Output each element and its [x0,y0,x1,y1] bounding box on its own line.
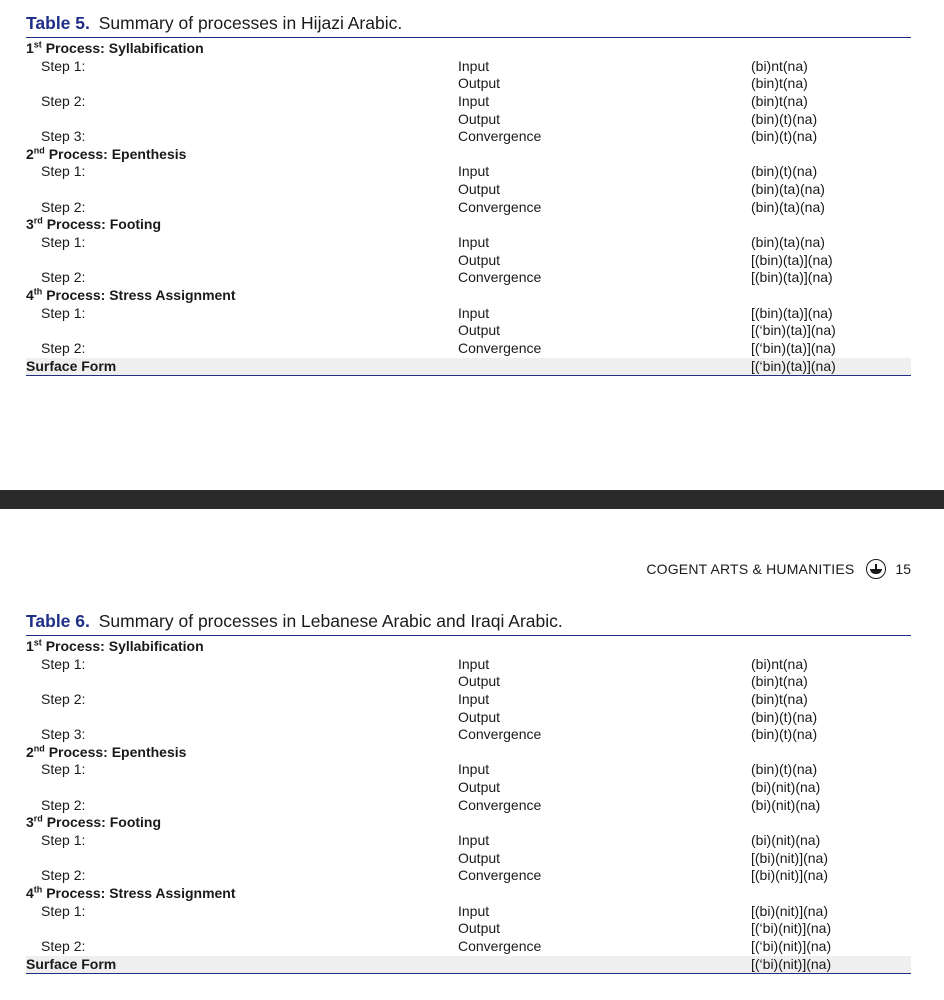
process-title [26,216,161,234]
process-ordinal: 1 [26,40,34,56]
surface-form-label: Surface Form [26,357,117,374]
process-name: Process: Epenthesis [48,145,187,162]
step-form: (bi)(nit)(na) [751,796,821,813]
step-form: [(‘bin)(ta)](na) [751,322,836,339]
process-header-row [26,287,911,305]
surface-form-value: [(‘bi)(nit)](na) [751,955,832,972]
table-title: Summary of processes in Hijazi Arabic. [98,13,403,33]
table-row [26,779,911,797]
step-form: (bi)nt(na) [751,57,808,74]
step-label: Step 2: [41,198,86,215]
process-title [26,146,186,164]
step-label: Step 3: [41,128,86,145]
step-type: Input [458,690,490,707]
surface-form-label: Surface Form [26,955,117,972]
table-row [26,938,911,956]
table-row [26,163,911,181]
table-row [26,761,911,779]
process-name: Process: Epenthesis [48,743,187,760]
table-row [26,199,911,217]
step-form: (bin)t(na) [751,690,808,707]
step-type: Output [458,779,501,796]
step-form: (bin)(t)(na) [751,726,818,743]
step-type: Output [458,920,501,937]
step-type: Output [458,75,501,92]
step-form: [(bin)(ta)](na) [751,304,833,321]
step-type: Convergence [458,796,542,813]
step-label: Step 1: [41,163,86,180]
table-row [26,252,911,270]
step-type: Output [458,849,501,866]
process-name: Process: Syllabification [45,638,204,654]
process-ordinal: 2 [26,145,34,162]
step-form: [(‘bi)(nit)](na) [751,937,832,954]
step-label: Step 2: [41,867,86,884]
step-label: Step 3: [41,726,86,743]
cogent-logo-icon [866,559,886,579]
table-row [26,691,911,709]
surface-form-value: [(‘bin)(ta)](na) [751,357,836,374]
table-title: Summary of processes in Lebanese Arabic and Iraqi Arabic. [98,611,563,631]
step-form: (bin)t(na) [751,673,808,690]
running-header [646,558,911,580]
table-row [26,269,911,287]
step-label: Step 2: [41,690,86,707]
step-type: Input [458,234,490,251]
step-form: (bin)(t)(na) [751,110,818,127]
step-form: (bi)(nit)(na) [751,779,821,796]
step-type: Convergence [458,937,542,954]
process-ordinal: 4 [26,884,34,901]
table-6 [26,608,911,974]
process-ordinal: 4 [26,286,34,303]
step-type: Convergence [458,867,542,884]
step-type: Input [458,304,490,321]
step-type: Output [458,110,501,127]
step-form: [(bin)(ta)](na) [751,269,833,286]
process-title [26,40,204,58]
table-body [26,40,911,376]
step-type: Output [458,251,501,268]
step-label: Step 1: [41,761,86,778]
process-ordinal-suffix: nd [33,743,45,754]
table-row [26,234,911,252]
step-type: Input [458,655,490,672]
step-type: Convergence [458,198,542,215]
step-label: Step 1: [41,655,86,672]
step-form: (bin)(t)(na) [751,163,818,180]
process-title [26,287,236,305]
step-label: Step 1: [41,234,86,251]
step-form: (bin)(t)(na) [751,708,818,725]
process-ordinal: 2 [26,743,34,760]
table-row [26,867,911,885]
process-ordinal-suffix: st [33,39,42,50]
step-type: Input [458,92,490,109]
step-type: Input [458,902,490,919]
step-form: [(bin)(ta)](na) [751,251,833,268]
process-ordinal-suffix: th [33,884,43,895]
table-row [26,850,911,868]
process-ordinal-suffix: th [33,286,43,297]
step-label: Step 2: [41,269,86,286]
step-type: Convergence [458,269,542,286]
step-form: (bin)t(na) [751,75,808,92]
process-header-row [26,814,911,832]
table-row [26,726,911,744]
table-row [26,903,911,921]
journal-name: COGENT ARTS & HUMANITIES [646,561,855,577]
table-number: Table 6. [26,611,90,631]
step-form: (bin)(t)(na) [751,761,818,778]
process-ordinal: 1 [26,638,34,654]
step-form: [(‘bi)(nit)](na) [751,920,832,937]
process-title [26,638,204,656]
process-header-row [26,146,911,164]
table-row [26,181,911,199]
step-form: (bin)t(na) [751,92,808,109]
table-number: Table 5. [26,13,90,33]
step-type: Input [458,57,490,74]
table-caption [26,608,911,636]
step-form: (bin)(ta)(na) [751,198,825,215]
process-header-row [26,216,911,234]
step-type: Output [458,708,501,725]
table-row [26,920,911,938]
step-label: Step 1: [41,832,86,849]
step-form: (bin)(ta)(na) [751,234,825,251]
step-label: Step 2: [41,339,86,356]
table-row [26,75,911,93]
table-row [26,93,911,111]
step-form: [(bi)(nit)](na) [751,867,829,884]
table-row [26,709,911,727]
table-row [26,305,911,323]
step-form: [(bi)(nit)](na) [751,902,829,919]
step-form: (bin)(ta)(na) [751,181,825,198]
step-label: Step 1: [41,304,86,321]
table-row [26,322,911,340]
step-type: Output [458,673,501,690]
step-label: Step 1: [41,57,86,74]
table-5 [26,10,911,376]
process-ordinal: 3 [26,216,34,233]
step-type: Output [458,181,501,198]
table-row [26,832,911,850]
process-ordinal-suffix: nd [33,145,45,156]
process-ordinal: 3 [26,814,34,831]
process-name: Process: Footing [46,216,162,233]
process-ordinal-suffix: rd [33,813,43,824]
process-title [26,885,236,903]
process-ordinal-suffix: st [33,637,42,648]
process-header-row [26,40,911,58]
table-row [26,340,911,358]
process-name: Process: Footing [46,814,162,831]
process-header-row [26,638,911,656]
process-name: Process: Syllabification [45,40,204,56]
step-label: Step 2: [41,92,86,109]
step-form: (bin)(t)(na) [751,128,818,145]
surface-form-row [26,956,911,975]
step-type: Convergence [458,339,542,356]
process-header-row [26,744,911,762]
step-form: (bi)(nit)(na) [751,832,821,849]
step-type: Convergence [458,726,542,743]
table-body [26,638,911,974]
step-form: [(bi)(nit)](na) [751,849,829,866]
step-label: Step 1: [41,902,86,919]
table-row [26,128,911,146]
step-label: Step 2: [41,937,86,954]
step-form: (bi)nt(na) [751,655,808,672]
step-form: [(‘bin)(ta)](na) [751,339,836,356]
surface-form-row [26,358,911,377]
table-row [26,797,911,815]
table-row [26,656,911,674]
table-row [26,673,911,691]
step-type: Input [458,163,490,180]
process-title [26,744,186,762]
step-type: Output [458,322,501,339]
page-number: 15 [895,561,911,577]
process-name: Process: Stress Assignment [46,884,236,901]
table-row [26,111,911,129]
step-type: Convergence [458,128,542,145]
step-label: Step 2: [41,796,86,813]
table-caption [26,10,911,38]
process-header-row [26,885,911,903]
process-name: Process: Stress Assignment [46,286,236,303]
table-row [26,58,911,76]
process-ordinal-suffix: rd [33,215,43,226]
page-divider [0,490,944,509]
step-type: Input [458,761,490,778]
step-type: Input [458,832,490,849]
process-title [26,814,161,832]
